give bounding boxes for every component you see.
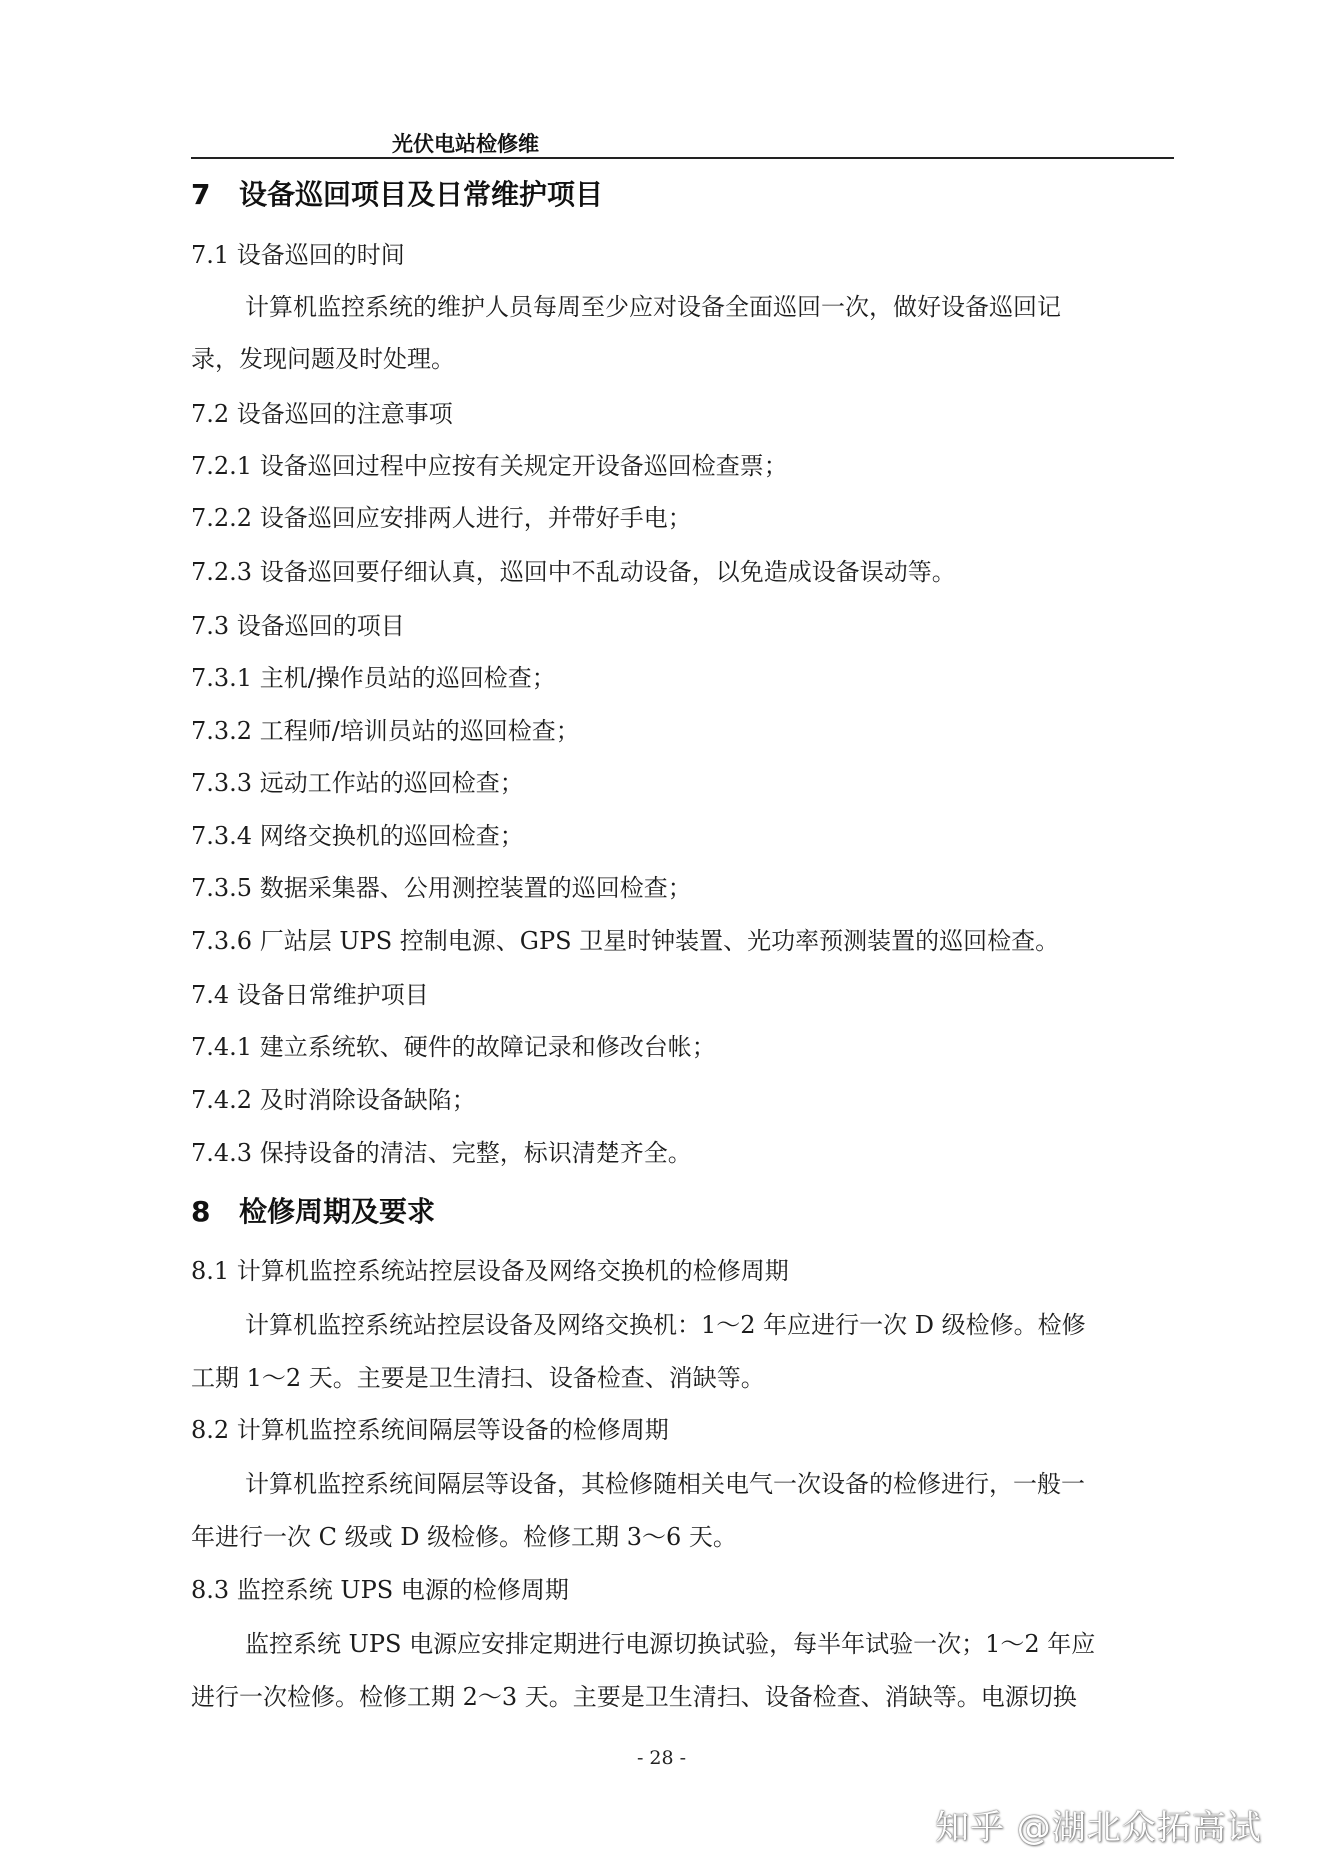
subsection-7-3: 7.3 设备巡回的项目 [191, 612, 405, 640]
section-number: 7 [191, 178, 211, 211]
paragraph-line: 进行一次检修。检修工期 2～3 天。主要是卫生清扫、设备检查、消缺等。电源切换 [191, 1683, 1077, 1711]
paragraph-line: 计算机监控系统的维护人员每周至少应对设备全面巡回一次，做好设备巡回记 [245, 293, 1061, 321]
item-7-2-3: 7.2.3 设备巡回要仔细认真，巡回中不乱动设备，以免造成设备误动等。 [191, 558, 956, 586]
subsection-7-4: 7.4 设备日常维护项目 [191, 981, 429, 1009]
section-8-heading [191, 1195, 435, 1229]
item-7-3-2: 7.3.2 工程师/培训员站的巡回检查； [191, 717, 580, 745]
subsection-8-1: 8.1 计算机监控系统站控层设备及网络交换机的检修周期 [191, 1257, 789, 1285]
header-rule [191, 157, 1174, 159]
running-header: 光伏电站检修维 [392, 132, 539, 156]
item-7-4-3: 7.4.3 保持设备的清洁、完整，标识清楚齐全。 [191, 1139, 692, 1167]
paragraph-line: 年进行一次 C 级或 D 级检修。检修工期 3～6 天。 [191, 1523, 737, 1551]
page-number: - 28 - [636, 1747, 687, 1769]
item-7-3-6: 7.3.6 厂站层 UPS 控制电源、GPS 卫星时钟装置、光功率预测装置的巡回检查。 [191, 927, 1060, 955]
item-7-3-1: 7.3.1 主机/操作员站的巡回检查； [191, 664, 556, 692]
subsection-7-2: 7.2 设备巡回的注意事项 [191, 400, 453, 428]
item-7-4-2: 7.4.2 及时消除设备缺陷； [191, 1086, 476, 1114]
subsection-7-1: 7.1 设备巡回的时间 [191, 241, 405, 269]
paragraph-line: 计算机监控系统间隔层等设备，其检修随相关电气一次设备的检修进行，一般一 [245, 1470, 1085, 1498]
subsection-8-2: 8.2 计算机监控系统间隔层等设备的检修周期 [191, 1416, 669, 1444]
section-title: 设备巡回项目及日常维护项目 [239, 178, 604, 211]
paragraph-line: 录，发现问题及时处理。 [191, 345, 455, 373]
section-title: 检修周期及要求 [239, 1195, 436, 1228]
paragraph-line: 工期 1～2 天。主要是卫生清扫、设备检查、消缺等。 [191, 1364, 765, 1392]
item-7-4-1: 7.4.1 建立系统软、硬件的故障记录和修改台帐； [191, 1033, 716, 1061]
item-7-2-1: 7.2.1 设备巡回过程中应按有关规定开设备巡回检查票； [191, 452, 788, 480]
section-number: 8 [191, 1195, 211, 1228]
item-7-3-4: 7.3.4 网络交换机的巡回检查； [191, 822, 524, 850]
item-7-3-3: 7.3.3 远动工作站的巡回检查； [191, 769, 524, 797]
paragraph-line: 监控系统 UPS 电源应安排定期进行电源切换试验，每半年试验一次；1～2 年应 [245, 1630, 1096, 1658]
paragraph-line: 计算机监控系统站控层设备及网络交换机：1～2 年应进行一次 D 级检修。检修 [245, 1311, 1086, 1339]
subsection-8-3: 8.3 监控系统 UPS 电源的检修周期 [191, 1576, 569, 1604]
item-7-3-5: 7.3.5 数据采集器、公用测控装置的巡回检查； [191, 874, 692, 902]
item-7-2-2: 7.2.2 设备巡回应安排两人进行，并带好手电； [191, 504, 692, 532]
watermark: 知乎 @湖北众拓高试 [935, 1808, 1262, 1848]
section-7-heading [191, 178, 603, 212]
